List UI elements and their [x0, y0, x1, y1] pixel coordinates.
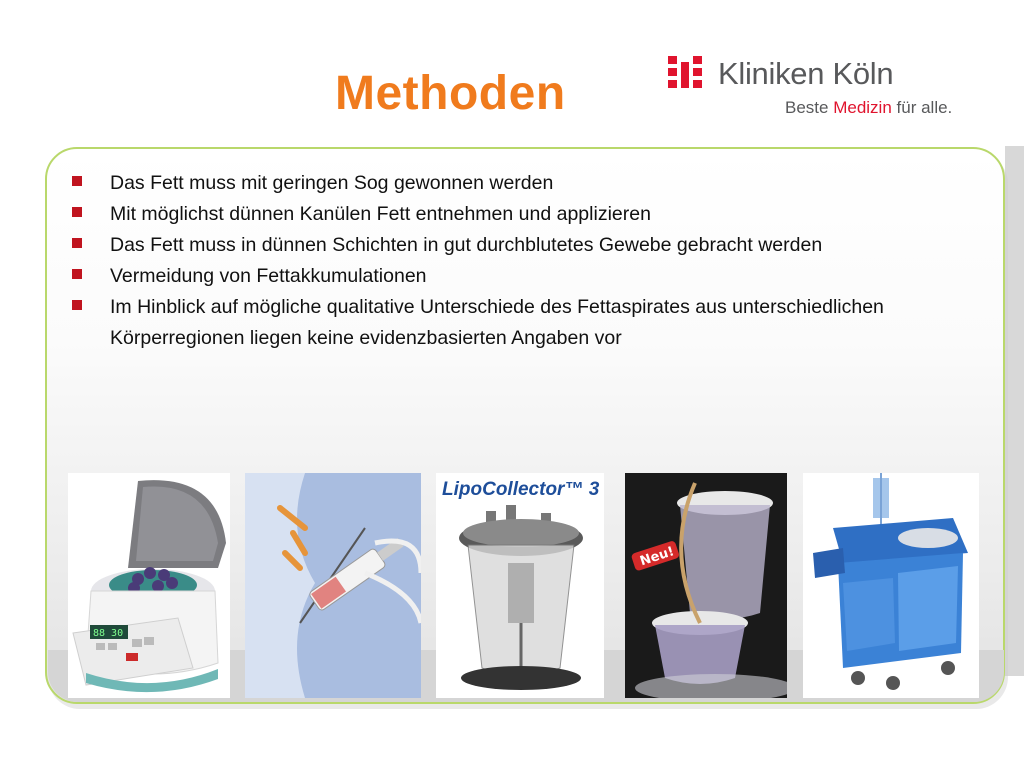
kliniken-koeln-logo	[660, 50, 960, 125]
svg-text:88 30: 88 30	[93, 628, 124, 639]
slide-title: Methoden	[335, 67, 566, 120]
syringe-image	[245, 473, 421, 698]
bullet-square-icon	[72, 269, 82, 279]
bullet-item	[70, 199, 970, 230]
lipocollector-label: LipoCollector™ 3	[442, 479, 600, 500]
bullet-item	[70, 168, 970, 199]
centrifuge-image	[68, 473, 230, 698]
logo-name: Kliniken Köln	[718, 56, 894, 91]
bullet-text: Im Hinblick auf mögliche qualitative Unterschiede des Fettaspirates aus unterschiedlichen Körperregionen liegen keine evidenzbasierten Angaben vor	[110, 296, 884, 349]
bullet-item	[70, 230, 970, 261]
bullet-list	[70, 168, 970, 354]
bullet-square-icon	[72, 176, 82, 186]
lipocollector-image	[436, 473, 604, 698]
bullet-text: Vermeidung von Fettakkumulationen	[110, 265, 427, 287]
logo-tagline-accent: Medizin	[833, 98, 892, 117]
canister-image	[625, 473, 787, 698]
logo-tagline-part1: Beste	[785, 98, 834, 117]
logo-mark-icon	[664, 54, 706, 94]
bullet-square-icon	[72, 300, 82, 310]
bullet-text: Mit möglichst dünnen Kanülen Fett entnehmen und applizieren	[110, 203, 651, 225]
bullet-square-icon	[72, 207, 82, 217]
logo-tagline-part2: für alle.	[891, 98, 953, 117]
bullet-item	[70, 261, 970, 292]
logo-tagline	[785, 98, 952, 118]
bullet-item	[70, 292, 970, 354]
bullet-square-icon	[72, 238, 82, 248]
bullet-text: Das Fett muss mit geringen Sog gewonnen werden	[110, 172, 554, 194]
bullet-text: Das Fett muss in dünnen Schichten in gut durchblutetes Gewebe gebracht werden	[110, 234, 823, 256]
medical-cart-image	[803, 473, 979, 698]
new-badge: Neu!	[638, 544, 677, 570]
